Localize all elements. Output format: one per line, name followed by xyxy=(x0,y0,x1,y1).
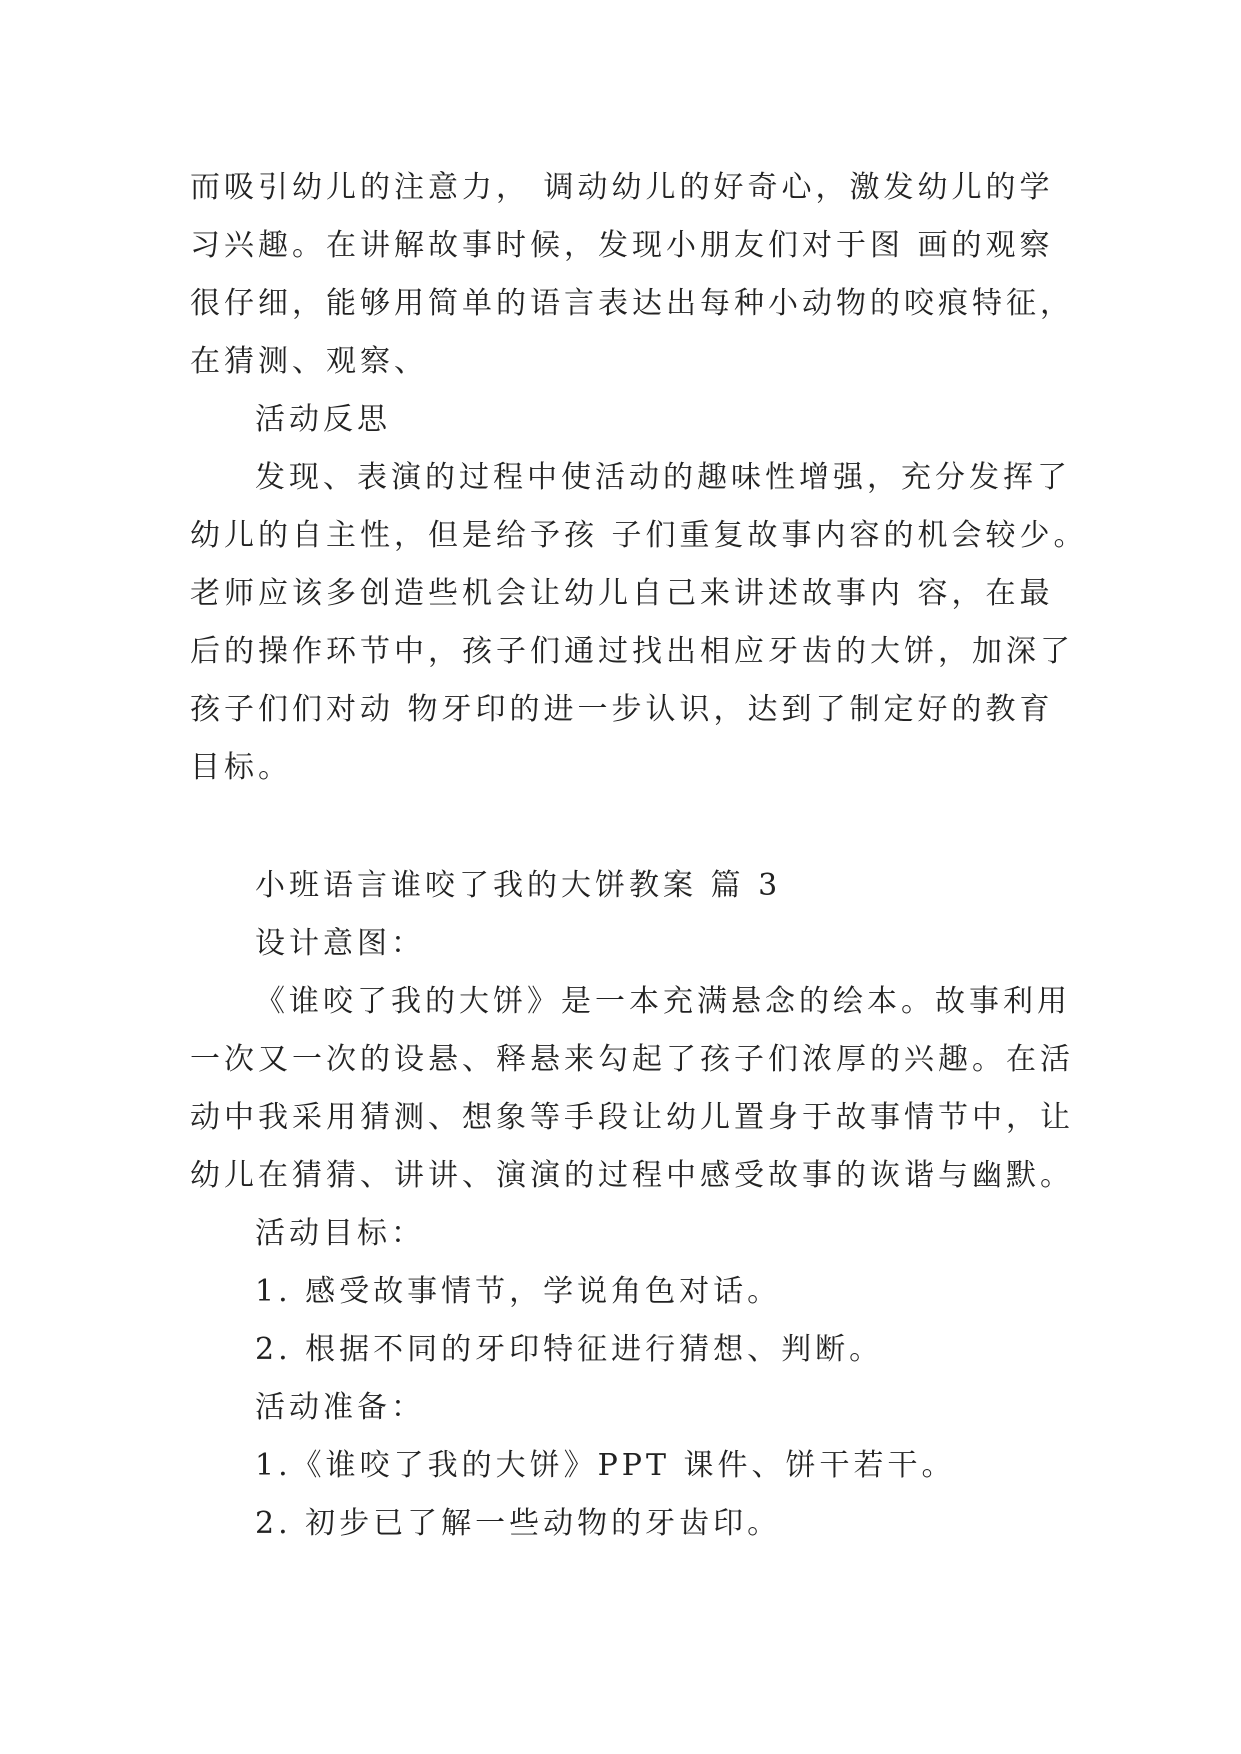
paragraph-line: 而吸引幼儿的注意力， 调动幼儿的好奇心，激发幼儿的学 xyxy=(190,170,1054,205)
paragraph-line: 《谁咬了我的大饼》是一本充满悬念的绘本。故事利用 xyxy=(255,984,1071,1019)
section-heading: 设计意图： xyxy=(255,926,425,961)
section-heading: 活动准备： xyxy=(255,1390,425,1425)
paragraph-line: 目标。 xyxy=(190,750,292,785)
paragraph-line: 孩子们们对动 物牙印的进一步认识，达到了制定好的教育 xyxy=(190,692,1054,727)
paragraph-line: 一次又一次的设悬、释悬来勾起了孩子们浓厚的兴趣。在活 xyxy=(190,1042,1074,1077)
list-item: 2. 初步已了解一些动物的牙齿印。 xyxy=(255,1506,782,1541)
paragraph-line: 习兴趣。在讲解故事时候，发现小朋友们对于图 画的观察 xyxy=(190,228,1054,263)
paragraph-line: 很仔细，能够用简单的语言表达出每种小动物的咬痕特征， xyxy=(190,286,1074,321)
list-item: 1. 感受故事情节，学说角色对话。 xyxy=(255,1274,782,1309)
paragraph-line: 老师应该多创造些机会让幼儿自己来讲述故事内 容，在最 xyxy=(190,576,1054,611)
paragraph-line: 幼儿在猜猜、讲讲、演演的过程中感受故事的诙谐与幽默。 xyxy=(190,1158,1074,1193)
paragraph-line: 幼儿的自主性，但是给予孩 子们重复故事内容的机会较少。 xyxy=(190,518,1088,553)
paragraph-line: 发现、表演的过程中使活动的趣味性增强，充分发挥了 xyxy=(255,460,1071,495)
section-heading: 活动目标： xyxy=(255,1216,425,1251)
section-heading: 活动反思 xyxy=(255,402,391,437)
list-item: 2. 根据不同的牙印特征进行猜想、判断。 xyxy=(255,1332,884,1367)
list-item: 1.《谁咬了我的大饼》PPT 课件、饼干若干。 xyxy=(255,1448,956,1483)
paragraph-line: 后的操作环节中，孩子们通过找出相应牙齿的大饼，加深了 xyxy=(190,634,1074,669)
paragraph-line: 在猜测、观察、 xyxy=(190,344,428,379)
paragraph-line: 动中我采用猜测、想象等手段让幼儿置身于故事情节中，让 xyxy=(190,1100,1074,1135)
section-title: 小班语言谁咬了我的大饼教案 篇 3 xyxy=(255,868,782,903)
